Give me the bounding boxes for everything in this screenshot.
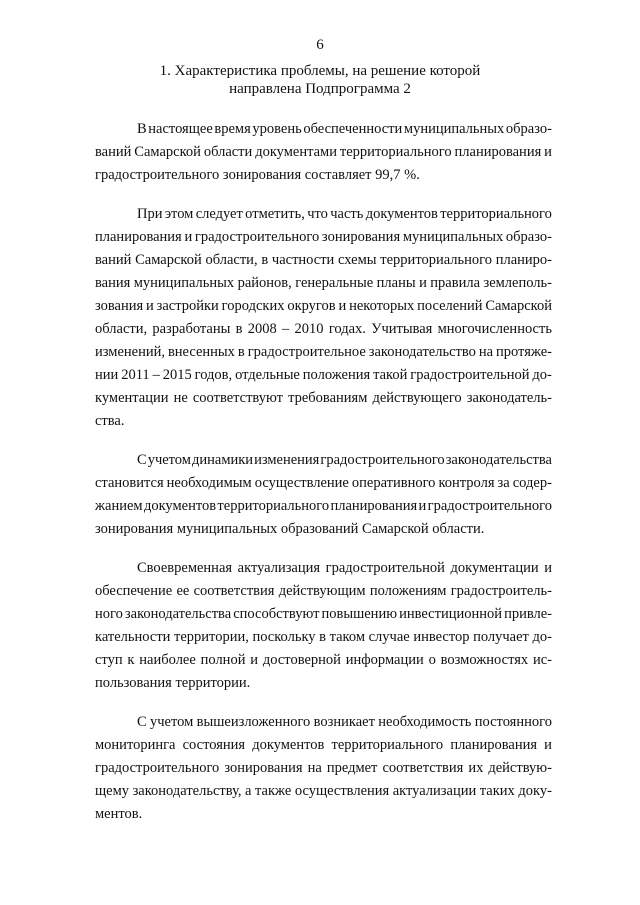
paragraph-line: жанием документов территориального планирования и градостроительного [95,498,552,514]
paragraph-line: обеспечение ее соответствия действующим положениям градостроитель- [95,583,552,599]
paragraph-line: кументации не соответствуют требованиям действующего законодатель- [95,390,552,406]
paragraph-line: В настоящее время уровень обеспеченности муниципальных образо- [137,121,552,137]
paragraph-line: щему законодательству, а также осуществления актуализации таких доку- [95,783,552,799]
paragraph-line: вания муниципальных районов, генеральные планы и правила землеполь- [95,275,552,291]
paragraph [95,203,552,433]
paragraph-line: кательности территории, поскольку в таком случае инвестор получает до- [95,629,552,645]
paragraph [95,449,552,541]
paragraph-line: зонирования муниципальных образований Самарской области. [95,521,485,537]
paragraph-line: зования и застройки городских округов и некоторых поселений Самарской [95,298,552,314]
body-text [95,118,552,842]
paragraph-line: планирования и градостроительного зонирования муниципальных образо- [95,229,552,245]
paragraph-line: ваний Самарской области, в частности схемы территориального планиро- [95,252,552,268]
paragraph-line: С учетом вышеизложенного возникает необходимость постоянного [137,714,552,730]
paragraph-line: градостроительного зонирования на предмет соответствия их действую- [95,760,552,776]
paragraph [95,118,552,187]
paragraph-line: становится необходимым осуществление оперативного контроля за содер- [95,475,552,491]
paragraph-line: пользования территории. [95,675,251,691]
paragraph-line: ваний Самарской области документами территориального планирования и [95,144,552,160]
paragraph-line: ства. [95,413,125,429]
paragraph-line: градостроительного зонирования составляет 99,7 %. [95,167,420,183]
paragraph [95,557,552,695]
paragraph-line: При этом следует отметить, что часть документов территориального [137,206,552,222]
paragraph [95,711,552,826]
section-heading-line-2: направлена Подпрограмма 2 [229,80,411,97]
paragraph-line: нии 2011 – 2015 годов, отдельные положения такой градостроительной до- [95,367,552,383]
paragraph-line: области, разработаны в 2008 – 2010 годах. Учитывая многочисленность [95,321,552,337]
paragraph-line: ступ к наиболее полной и достоверной информации о возможностях ис- [95,652,552,668]
paragraph-line: мониторинга состояния документов территориального планирования и [95,737,552,753]
paragraph-line: Своевременная актуализация градостроительной документации и [137,560,552,576]
page-number: 6 [316,37,324,53]
paragraph-line: ментов. [95,806,143,822]
section-heading [0,63,640,98]
paragraph-line: ного законодательства способствуют повышению инвестиционной привле- [95,606,552,622]
section-heading-line-1: 1. Характеристика проблемы, на решение которой [159,63,481,79]
paragraph-line: изменений, внесенных в градостроительное законодательство на протяже- [95,344,552,360]
paragraph-line: С учетом динамики изменения градостроительного законодательства [137,452,552,468]
